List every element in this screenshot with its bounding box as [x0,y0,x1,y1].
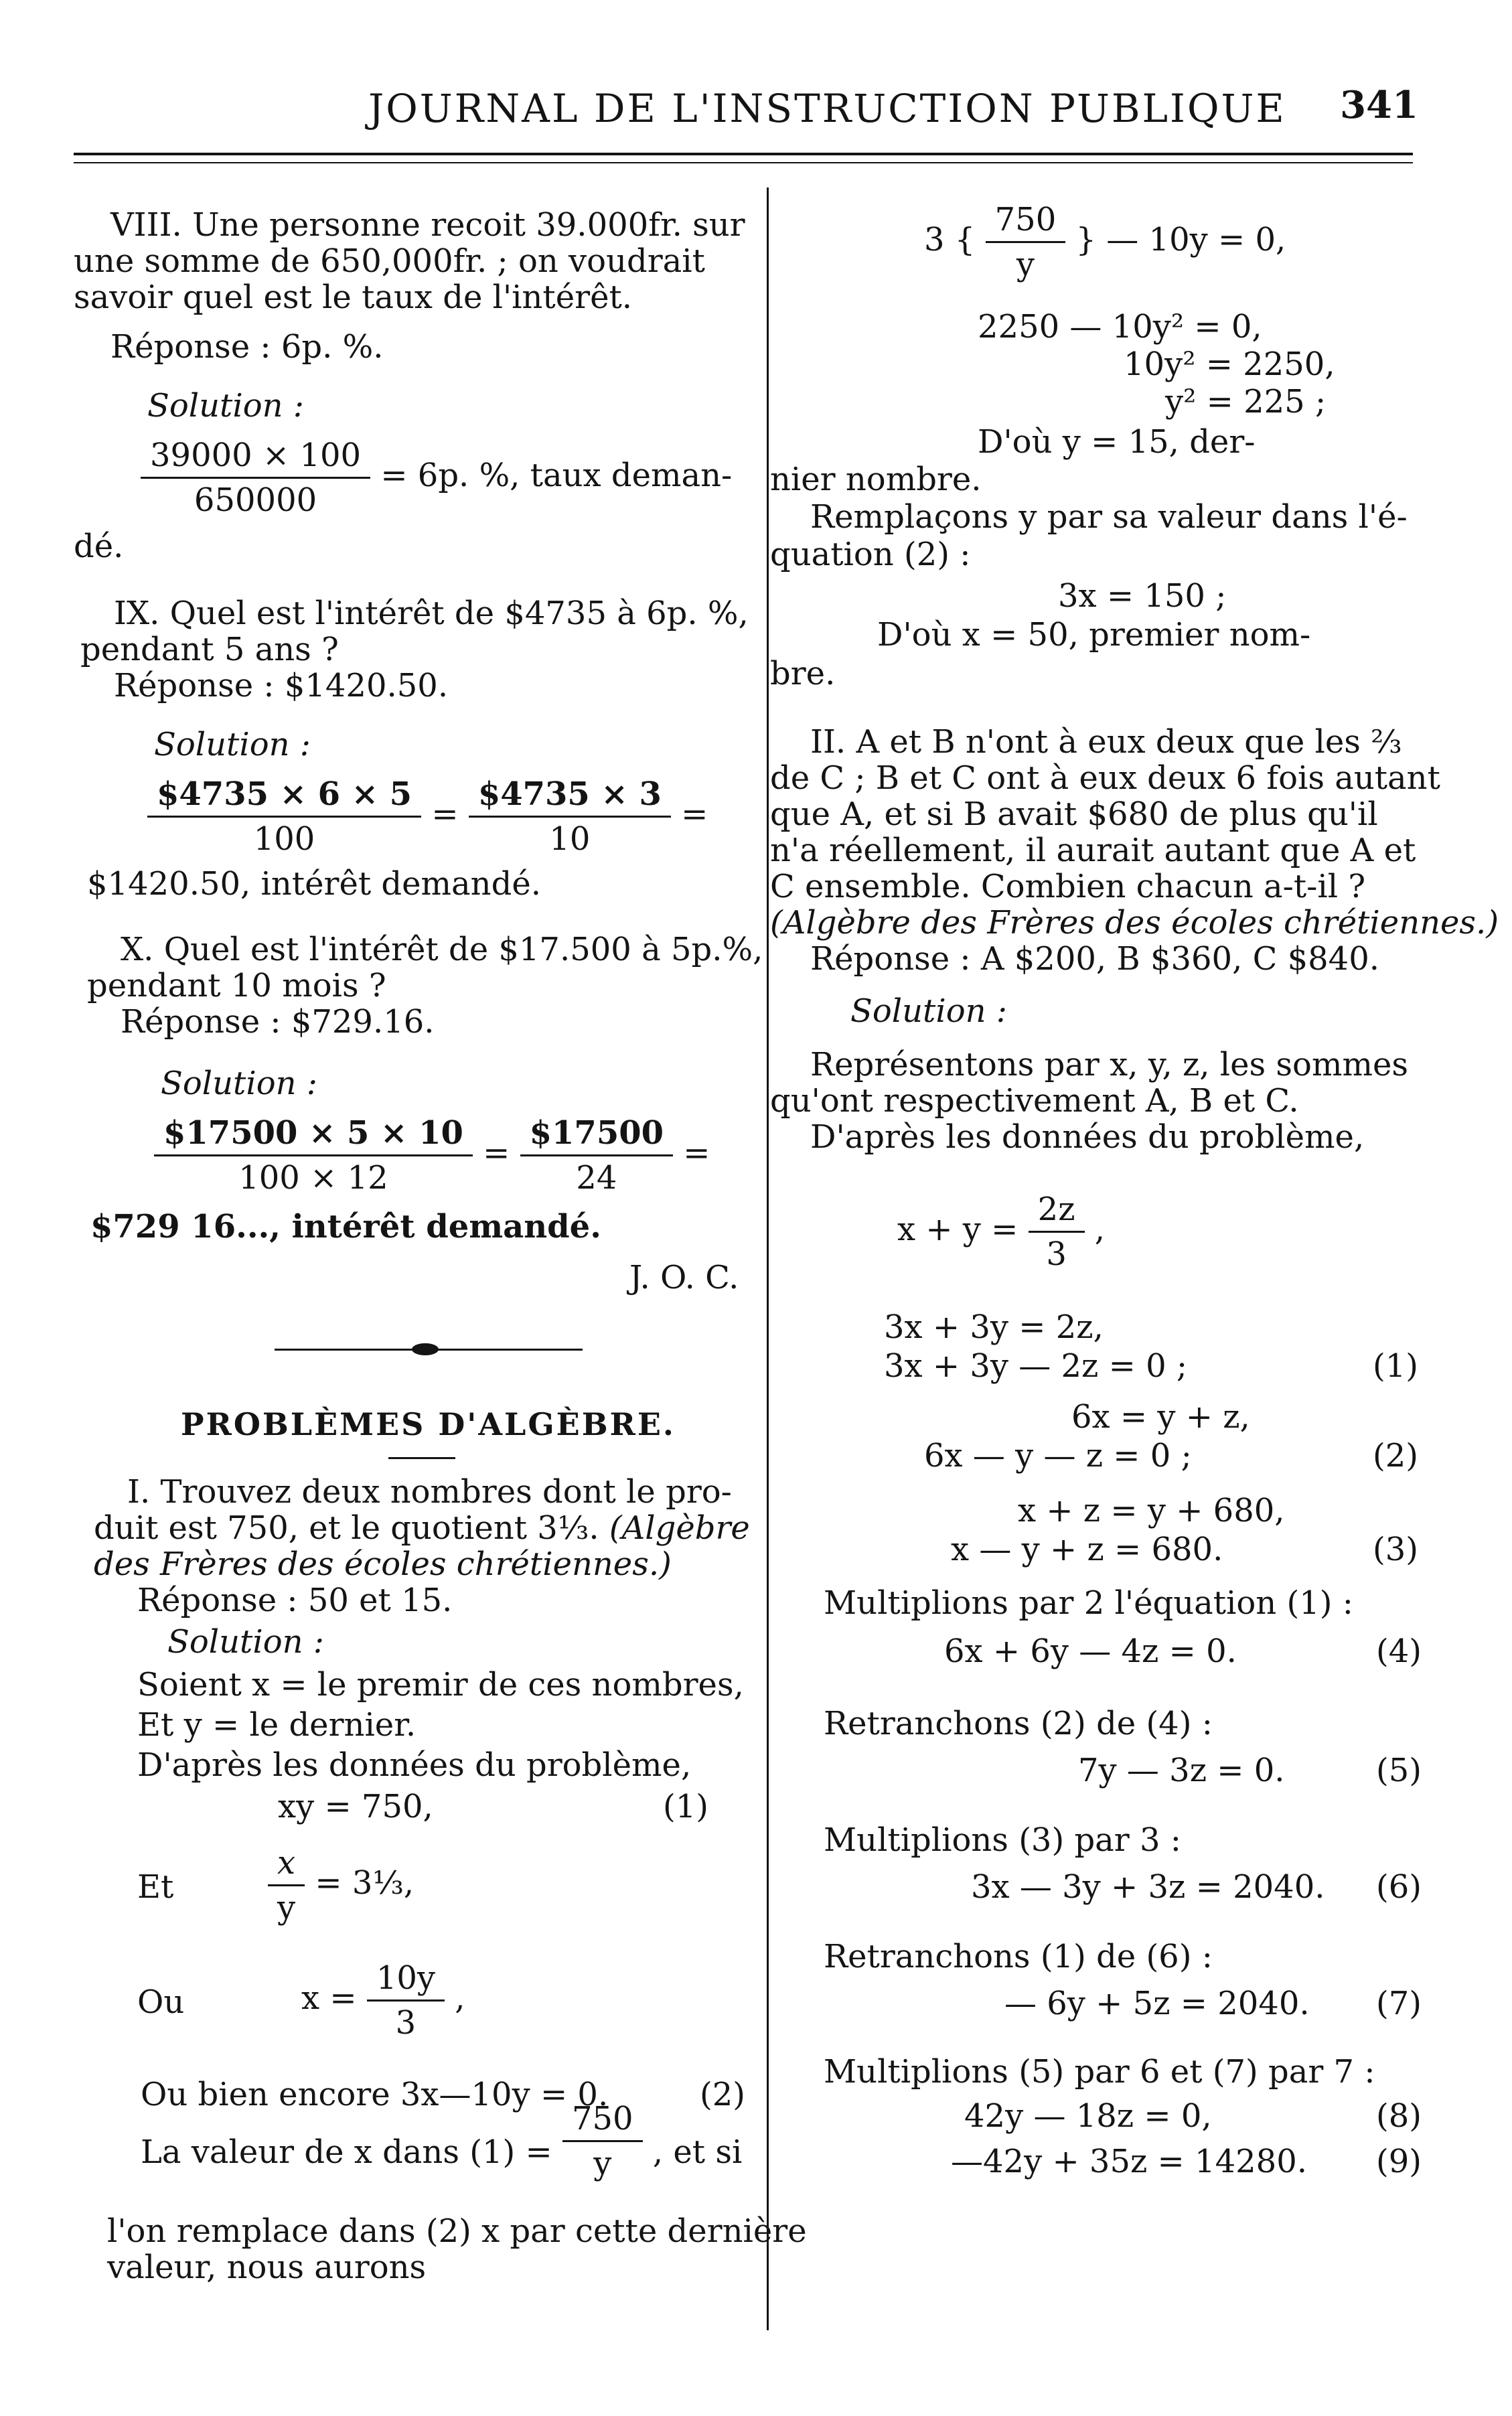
fraction-numerator: $17500 × 5 × 10 [154,1114,473,1156]
fraction [154,1114,473,1197]
eq-line: x + z = y + 680, [1018,1492,1285,1529]
ornament-dot [412,1343,439,1355]
line-text-italic: (Algèbre [609,1509,750,1547]
eq-line: 3x — 3y + 3z = 2040. [971,1868,1325,1906]
eq-line: —42y + 35z = 14280. [951,2143,1307,2180]
algebra-1-step-1: Soient x = le premir de ces nombres, [137,1666,744,1704]
result-line: nier nombre. [770,461,982,498]
column-divider [767,187,769,2330]
signature: J. O. C. [629,1259,739,1296]
fraction-denominator: 3 [1046,1235,1067,1273]
equation-number: (2) [1373,1437,1418,1475]
eq-line: — 6y + 5z = 2040. [1004,1985,1310,2022]
algebra-1-line-1: I. Trouvez deux nombres dont le pro- [127,1473,732,1511]
problem-9-line-2: pendant 5 ans ? [80,631,339,668]
text-line: Représentons par x, y, z, les sommes [810,1046,1409,1083]
fraction-numerator: 39000 × 100 [141,437,370,479]
algebra-1-substitution [141,2100,743,2182]
fraction-numerator: $4735 × 6 × 5 [147,775,421,818]
step-text: Retranchons (2) de (4) : [824,1705,1213,1742]
et-label: Et [137,1868,174,1906]
fraction-denominator: 10 [549,820,591,858]
step-text: Multiplions (5) par 6 et (7) par 7 : [824,2053,1375,2091]
equation-number: (4) [1376,1633,1422,1670]
algebra-2-line-5: C ensemble. Combien chacun a-t-il ? [770,868,1366,905]
algebra-1-eq-1: xy = 750, [278,1788,433,1825]
fraction [141,437,370,519]
algebra-1-eq-ratio [268,1844,414,1927]
eq-lhs: x + y = [897,1211,1018,1248]
equation-number: (1) [663,1788,708,1825]
line-text: duit est 750, et le quotient 3⅓. [94,1509,599,1547]
section-title-underline [388,1457,455,1459]
problem-8-solution-label: Solution : [147,387,304,425]
problem-8-answer: Réponse : 6p. %. [110,328,384,366]
page-header [80,67,1432,141]
equation-number: (7) [1376,1985,1422,2022]
algebra-2-line-1: II. A et B n'ont à eux deux que les ⅔ [810,723,1402,761]
algebra-1-eq-x [301,1959,465,2042]
text-line: quation (2) : [770,536,971,573]
algebra-1-step-2: Et y = le dernier. [137,1706,417,1744]
eq-sum [897,1191,1105,1273]
fraction [367,1959,445,2042]
text-line: Remplaçons y par sa valeur dans l'é- [810,498,1408,536]
fraction-denominator: 650000 [194,481,317,519]
text-line: D'après les données du problème, [810,1118,1365,1156]
fraction-denominator: 100 × 12 [238,1159,388,1197]
result-line: D'où y = 15, der- [978,423,1256,461]
header-rule-thick [74,153,1413,155]
problem-9-result: $1420.50, intérêt demandé. [87,865,541,903]
fraction-numerator: 750 [986,201,1066,243]
problem-10-answer: Réponse : $729.16. [121,1003,435,1041]
fraction-denominator: 24 [576,1159,617,1197]
eq-line: 2250 — 10y² = 0, [978,308,1262,346]
problem-10-solution-label: Solution : [161,1065,317,1102]
fraction [268,1844,305,1927]
step-text: Multiplions (3) par 3 : [824,1821,1181,1859]
algebra-2-answer: Réponse : A $200, B $360, C $840. [810,940,1380,978]
equals-sign: = [681,796,708,833]
equation-number: (5) [1376,1752,1422,1789]
ratio-rhs: = 3⅓, [315,1864,414,1902]
problem-9-formula [147,775,708,858]
algebra-1-answer: Réponse : 50 et 15. [137,1582,453,1619]
ou-label: Ou [137,1983,185,2021]
eq-tail: , [455,1979,465,2017]
eq-line: 6x + 6y — 4z = 0. [944,1633,1237,1670]
header-rule-thin [74,162,1413,163]
fraction [469,775,671,858]
problem-9-answer: Réponse : $1420.50. [114,667,449,704]
eq-line: 3x = 150 ; [1058,577,1227,615]
result-line: D'où x = 50, premier nom- [877,616,1311,654]
eq-lhs: x = [301,1979,357,2017]
fraction [147,775,421,858]
eq-line: 42y — 18z = 0, [964,2097,1212,2135]
line-text: La valeur de x dans (1) = [141,2133,552,2171]
equals-sign: = [483,1134,510,1172]
problem-9-solution-label: Solution : [154,726,311,763]
equals-sign: = [431,796,459,833]
equation-number: (1) [1373,1347,1418,1385]
text-line: qu'ont respectivement A, B et C. [770,1082,1299,1120]
fraction-denominator: y [1016,246,1035,283]
fraction-denominator: y [277,1889,296,1927]
algebra-2-line-6: (Algèbre des Frères des écoles chrétiennes.) [770,904,1499,941]
result-line: bre. [770,655,836,692]
eq-line: 6x — y — z = 0 ; [924,1437,1192,1475]
fraction-numerator: $4735 × 3 [469,775,671,818]
problem-8-line-2: une somme de 650,000fr. ; on voudrait [74,242,705,280]
problem-8-line-3: savoir quel est le taux de l'intérêt. [74,279,633,316]
algebra-2-solution-label: Solution : [850,992,1007,1030]
algebra-1-line-substitution-2: l'on remplace dans (2) x par cette dernière [107,2212,807,2250]
equation-number: (9) [1376,2143,1422,2180]
algebra-2-line-3: que A, et si B avait $680 de plus qu'il [770,796,1378,833]
section-title: PROBLÈMES D'ALGÈBRE. [181,1406,676,1442]
problem-8-end: dé. [74,528,124,565]
step-text: Multiplions par 2 l'équation (1) : [824,1584,1353,1622]
algebra-2-line-2: de C ; B et C ont à eux deux 6 fois autant [770,759,1440,797]
fraction-numerator: $17500 [520,1114,673,1156]
page-number: 341 [1340,83,1418,127]
fraction-denominator: 100 [253,820,315,858]
fraction-numerator: x [268,1844,305,1886]
brace-close: } — 10y = 0, [1075,221,1286,258]
problem-8-formula [141,437,732,519]
fraction [986,201,1066,283]
algebra-1-line-2 [94,1509,750,1547]
equals-sign: = [683,1134,710,1172]
fraction [1029,1191,1085,1273]
algebra-2-line-4: n'a réellement, il aurait autant que A et [770,832,1416,869]
step-text: Retranchons (1) de (6) : [824,1938,1213,1975]
fraction-numerator: 2z [1029,1191,1085,1233]
problem-10-line-1: X. Quel est l'intérêt de $17.500 à 5p.%, [121,931,763,968]
eq-line: 7y — 3z = 0. [1078,1752,1285,1789]
algebra-1-eq-2: Ou bien encore 3x—10y = 0. [141,2076,609,2113]
problem-10-formula [154,1114,710,1197]
eq-tail: , [1094,1211,1106,1248]
eq-line: 3x + 3y = 2z, [884,1308,1104,1346]
equation-number: (3) [1373,1531,1418,1568]
eq-line: y² = 225 ; [1165,383,1327,421]
problem-9-line-1: IX. Quel est l'intérêt de $4735 à 6p. %, [114,595,749,632]
problem-8-line-1: VIII. Une personne recoit 39.000fr. sur [110,206,745,244]
algebra-1-line-3: des Frères des écoles chrétiennes.) [94,1545,672,1583]
equation-number: (8) [1376,2097,1422,2135]
fraction [562,2100,643,2182]
fraction-numerator: 10y [367,1959,445,2002]
eq-line: 10y² = 2250, [1124,346,1335,383]
journal-title: JOURNAL DE L'INSTRUCTION PUBLIQUE [368,86,1286,131]
line-text: , et si [652,2133,743,2171]
fraction-denominator: y [593,2145,612,2182]
eq-line: 3x + 3y — 2z = 0 ; [884,1347,1188,1385]
algebra-1-step-3: D'après les données du problème, [137,1746,692,1784]
problem-10-line-2: pendant 10 mois ? [87,967,386,1004]
eq-line: 6x = y + z, [1071,1398,1250,1436]
brace-open: 3 { [924,221,976,258]
algebra-1-solution-label: Solution : [167,1623,324,1661]
eq-line: x — y + z = 680. [951,1531,1223,1568]
fraction-denominator: 3 [395,2004,417,2042]
formula-result: = 6p. %, taux deman- [380,457,733,494]
fraction-numerator: 750 [562,2100,643,2142]
eq-braced [924,201,1286,283]
fraction [520,1114,673,1197]
algebra-1-line-substitution-3: valeur, nous aurons [107,2249,427,2286]
problem-10-result: $729 16..., intérêt demandé. [90,1208,601,1245]
equation-number: (2) [700,2076,745,2113]
equation-number: (6) [1376,1868,1422,1906]
